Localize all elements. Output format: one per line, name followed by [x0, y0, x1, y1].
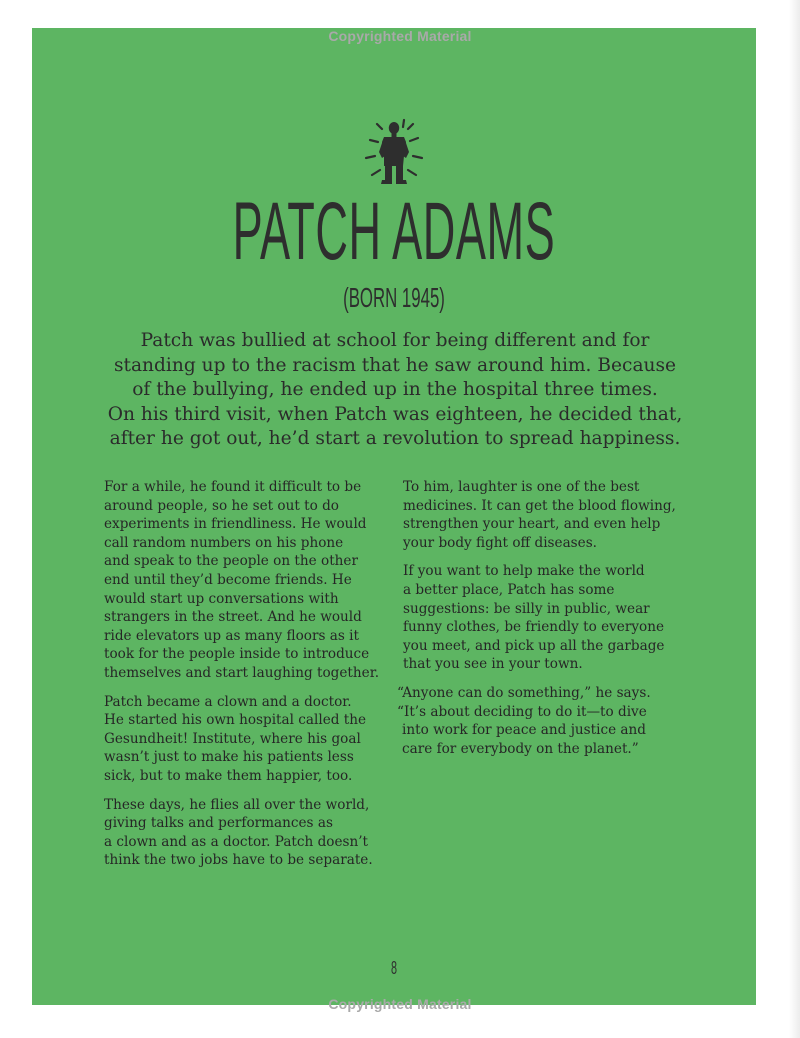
text-line: medicines. It can get the blood flowing,	[403, 497, 676, 514]
intro-line: On his third visit, when Patch was eighteen, he decided that,	[107, 403, 683, 425]
text-line: suggestions: be silly in public, wear	[403, 600, 650, 617]
text-line: a better place, Patch has some	[403, 581, 615, 598]
intro-paragraph	[98, 329, 692, 452]
intro-line: after he got out, he’d start a revolution to spread happiness.	[109, 428, 681, 449]
text-line: would start up conversations with	[104, 590, 339, 607]
right-column	[397, 478, 693, 768]
intro-line: of the bullying, he ended up in the hospital three times.	[132, 379, 658, 400]
text-line: a clown and as a doctor. Patch doesn’t	[104, 833, 369, 850]
text-line: If you want to help make the world	[403, 563, 645, 580]
text-line: For a while, he found it difficult to be	[104, 479, 362, 495]
text-line: you meet, and pick up all the garbage	[403, 637, 665, 654]
text-line: These days, he flies all over the world,	[104, 796, 370, 813]
text-line: call random numbers on his phone	[104, 534, 344, 551]
text-line: strangers in the street. And he would	[104, 609, 362, 626]
text-line: and speak to the people on the other	[104, 553, 358, 570]
body-paragraph	[104, 478, 394, 683]
body-paragraph	[403, 478, 693, 552]
text-line: He started his own hospital called the	[104, 712, 367, 729]
watermark-top: Copyrighted Material	[328, 28, 472, 44]
left-column	[104, 478, 394, 880]
intro-line: standing up to the racism that he saw around him. Because	[113, 354, 677, 376]
text-line: wasn’t just to make his patients less	[104, 749, 354, 766]
page-edge-shadow	[789, 0, 800, 1038]
watermark-bottom: Copyrighted Material	[328, 996, 472, 1012]
text-line: think the two jobs have to be separate.	[104, 852, 373, 869]
body-paragraph	[104, 796, 394, 870]
text-line: took for the people inside to introduce	[104, 646, 370, 663]
text-line: that you see in your town.	[403, 656, 583, 673]
text-line: into work for peace and justice and	[402, 722, 646, 739]
text-line: end until they’d become friends. He	[104, 571, 352, 588]
text-line: strengthen your heart, and even help	[403, 516, 661, 533]
text-line: To him, laughter is one of the best	[403, 479, 640, 495]
page-title: PATCH ADAMS	[232, 186, 556, 277]
text-line: experiments in friendliness. He would	[104, 516, 367, 533]
text-line: giving talks and performances as	[104, 815, 333, 832]
text-line: sick, but to make them happier, too.	[104, 767, 353, 784]
text-line: “Anyone can do something,” he says.	[397, 684, 651, 701]
text-line: Gesundheit! Institute, where his goal	[104, 730, 361, 747]
text-line: Patch became a clown and a doctor.	[104, 693, 352, 710]
page-number: 8	[390, 958, 397, 978]
body-paragraph	[104, 693, 394, 786]
text-line: “It’s about deciding to do it—to dive	[397, 703, 647, 720]
text-line: themselves and start laughing together.	[104, 664, 380, 681]
text-line: care for everybody on the planet.”	[402, 740, 639, 757]
body-paragraph	[403, 562, 693, 674]
text-line: around people, so he set out to do	[104, 497, 339, 514]
text-line: ride elevators up as many floors as it	[104, 627, 359, 644]
standing-person-icon	[360, 118, 428, 188]
text-line: your body fight off diseases.	[403, 534, 597, 551]
intro-line: Patch was bullied at school for being different and for	[140, 330, 650, 351]
text-line: funny clothes, be friendly to everyone	[403, 619, 665, 636]
quote-paragraph	[397, 684, 693, 758]
birth-year-subtitle: (BORN 1945)	[343, 282, 445, 313]
